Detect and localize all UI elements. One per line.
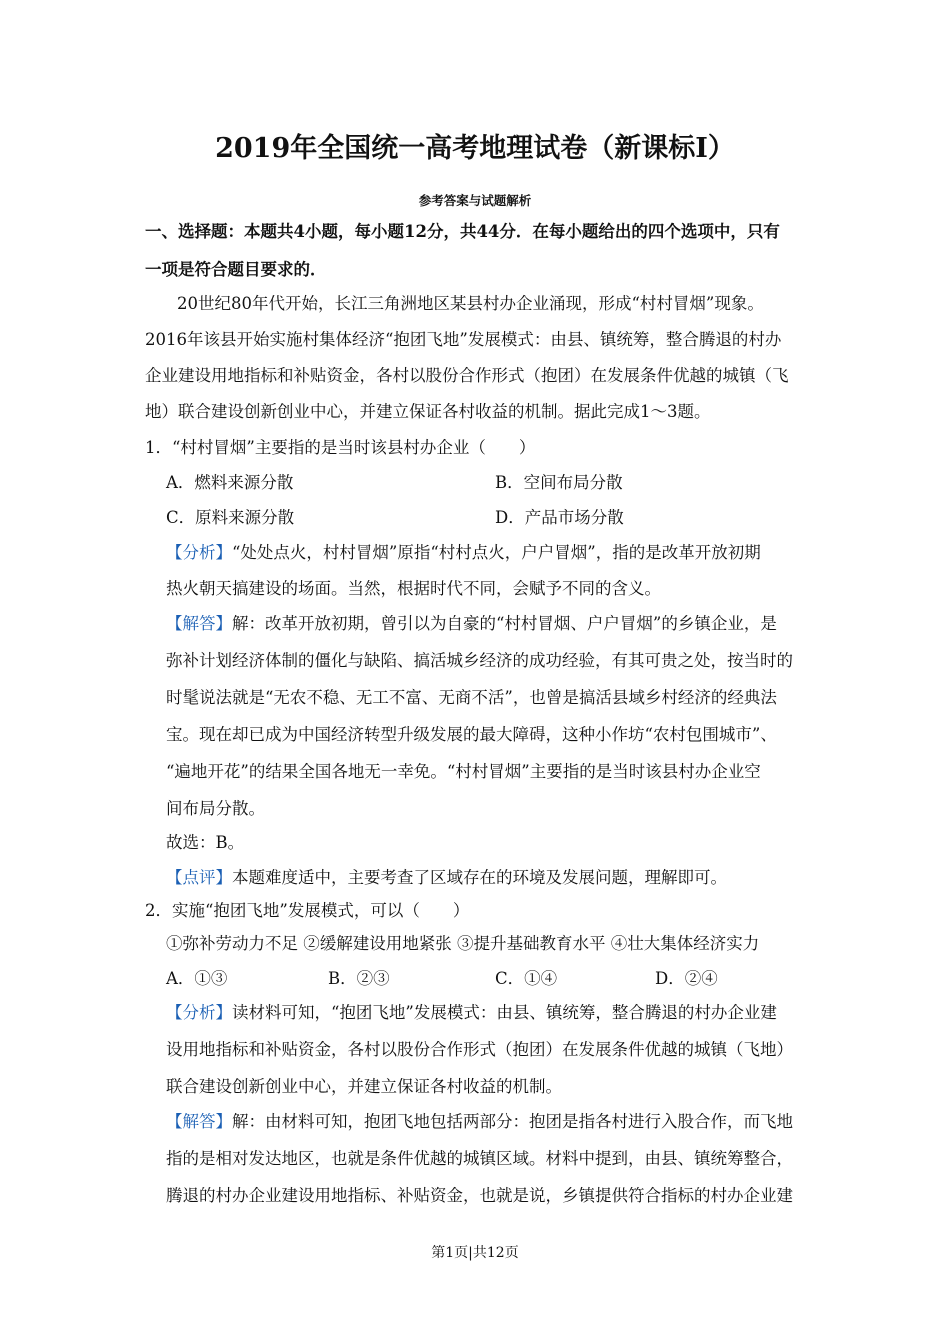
q2-option-b: B．②③: [328, 969, 390, 988]
analysis-tag: 【分析】: [166, 543, 232, 562]
q1-answer-line: 宝。现在却已成为中国经济转型升级发展的最大障碍，这种小作坊“农村包围城市”、: [166, 725, 777, 744]
q1-comment-line: [166, 866, 727, 890]
q2-answer-line: 腾退的村办企业建设用地指标、补贴资金，也就是说，乡镇提供符合指标的村办企业建: [166, 1186, 793, 1205]
q1-analysis-line: [166, 541, 761, 565]
q1-option-b: B．空间布局分散: [495, 473, 623, 492]
answer-tag: 【解答】: [166, 1112, 232, 1131]
q2-items: ①弥补劳动力不足 ②缓解建设用地紧张 ③提升基础教育水平 ④壮大集体经济实力: [166, 934, 760, 953]
q1-analysis-line: 热火朝天搞建设的场面。当然，根据时代不同，会赋予不同的含义。: [166, 579, 661, 598]
passage-line: 企业建设用地指标和补贴资金，各村以股份合作形式（抱团）在发展条件优越的城镇（飞: [145, 366, 789, 385]
q1-option-a: A．燃料来源分散: [166, 473, 294, 492]
comment-tag: 【点评】: [166, 868, 232, 887]
answer-text: 解：改革开放初期，曾引以为自豪的“村村冒烟、户户冒烟”的乡镇企业，是: [232, 614, 777, 633]
q1-answer-line: “遍地开花”的结果全国各地无一幸免。“村村冒烟”主要指的是当时该县村办企业空: [166, 762, 761, 781]
q1-option-d: D．产品市场分散: [495, 508, 624, 527]
q2-option-d: D．②④: [655, 969, 718, 988]
q2-option-c: C．①④: [495, 969, 558, 988]
answer-tag: 【解答】: [166, 614, 232, 633]
q2-answer-line: 指的是相对发达地区，也就是条件优越的城镇区域。材料中提到，由县、镇统筹整合，: [166, 1149, 793, 1168]
q2-option-a: A．①③: [166, 969, 228, 988]
page-footer: 第1页|共12页: [431, 1245, 519, 1261]
question-2-stem: 2．实施“抱团飞地”发展模式，可以（ ）: [145, 901, 470, 920]
analysis-tag: 【分析】: [166, 1003, 232, 1022]
passage-line: 地）联合建设创新创业中心，并建立保证各村收益的机制。据此完成1～3题。: [145, 402, 711, 421]
q1-choice: 故选：B。: [166, 833, 245, 852]
comment-text: 本题难度适中，主要考查了区域存在的环境及发展问题，理解即可。: [232, 868, 727, 887]
page-subtitle: 参考答案与试题解析: [418, 193, 532, 208]
q1-answer-line: 时髦说法就是“无农不稳、无工不富、无商不活”，也曾是搞活县域乡村经济的经典法: [166, 688, 777, 707]
q1-answer-line: 间布局分散。: [166, 799, 265, 818]
question-1-stem: 1．“村村冒烟”主要指的是当时该县村办企业（ ）: [145, 438, 536, 457]
section-header-line-2: 一项是符合题目要求的．: [145, 260, 327, 279]
q1-option-c: C．原料来源分散: [166, 508, 295, 527]
q2-analysis-line: [166, 1001, 777, 1025]
q2-analysis-line: 联合建设创新创业中心，并建立保证各村收益的机制。: [166, 1077, 562, 1096]
q2-analysis-line: 设用地指标和补贴资金，各村以股份合作形式（抱团）在发展条件优越的城镇（飞地）: [166, 1040, 793, 1059]
q1-answer-line: [166, 612, 777, 636]
analysis-text: 读材料可知，“抱团飞地”发展模式：由县、镇统筹，整合腾退的村办企业建: [232, 1003, 777, 1022]
analysis-text: “处处点火，村村冒烟”原指“村村点火，户户冒烟”，指的是改革开放初期: [232, 543, 761, 562]
q1-answer-line: 弥补计划经济体制的僵化与缺陷、搞活城乡经济的成功经验，有其可贵之处，按当时的: [166, 651, 793, 670]
page-title: 2019年全国统一高考地理试卷（新课标Ⅰ）: [215, 133, 735, 164]
section-header-line-1: 一、选择题：本题共4小题，每小题12分，共44分．在每小题给出的四个选项中，只有: [145, 222, 780, 241]
passage-line: 2016年该县开始实施村集体经济“抱团飞地”发展模式：由县、镇统筹，整合腾退的村办: [145, 330, 782, 349]
answer-text: 解：由材料可知，抱团飞地包括两部分：抱团是指各村进行入股合作，而飞地: [232, 1112, 793, 1131]
q2-answer-line: [166, 1110, 793, 1134]
passage-line: 20世纪80年代开始，长江三角洲地区某县村办企业涌现，形成“村村冒烟”现象。: [177, 294, 764, 313]
